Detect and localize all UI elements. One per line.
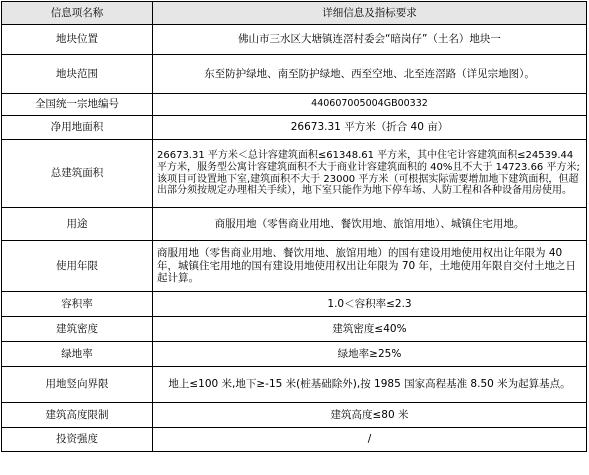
table-row	[2, 25, 587, 55]
table-row	[2, 241, 587, 292]
row-label: 净用地面积	[2, 116, 153, 140]
header-item-name: 信息项名称	[2, 2, 153, 25]
table-row	[2, 317, 587, 342]
row-label: 地块位置	[2, 25, 153, 55]
row-label: 投资强度	[2, 428, 153, 452]
row-label: 用地竖向界限	[2, 367, 153, 403]
row-label: 建筑高度限制	[2, 403, 153, 428]
row-value: 1.0＜容积率≤2.3	[153, 292, 587, 317]
table-row	[2, 342, 587, 367]
row-value: 商服用地（零售商业用地、餐饮用地、旅馆用地）、城镇住宅用地。	[153, 208, 587, 241]
table-row	[2, 403, 587, 428]
row-label: 容积率	[2, 292, 153, 317]
row-label: 总建筑面积	[2, 140, 153, 208]
row-label: 绿地率	[2, 342, 153, 367]
row-value: 建筑密度≤40%	[153, 317, 587, 342]
row-value: 绿地率≥25%	[153, 342, 587, 367]
row-value: 东至防护绿地、南至防护绿地、西至空地、北至连滘路（详见宗地图）。	[153, 55, 587, 94]
row-value: 地上≤100 米,地下≥-15 米(桩基础除外),按 1985 国家高程基准 8.50 米为起算基点。	[153, 367, 587, 403]
row-value: /	[153, 428, 587, 452]
row-value: 商服用地（零售商业用地、餐饮用地、旅馆用地）的国有建设用地使用权出让年限为 40 年，城镇住宅用地的国有建设用地使用权出让年限为 70 年，土地使用年限自交付土地之日起计算。	[153, 241, 587, 292]
table-row	[2, 140, 587, 208]
table-row	[2, 116, 587, 140]
row-label: 建筑密度	[2, 317, 153, 342]
table-row	[2, 94, 587, 116]
table-row	[2, 208, 587, 241]
row-value: 佛山市三水区大塘镇连滘村委会“暗岗仔”（土名）地块一	[153, 25, 587, 55]
row-label: 全国统一宗地编号	[2, 94, 153, 116]
row-value: 26673.31 平方米＜总计容建筑面积≤61348.61 平方米，其中住宅计容建筑面积≤24539.44 平方米，服务型公寓计容建筑面积不大于商业计容建筑面积的 40%且不大于 14723.66 平方米;该项目可设置地下室,建筑面积不大于 23000 平方米（可根据实际需要增加地下建筑面积，但超出部分须按规定办理相关手续），地下室只能作为地下停车场、人防工程和各种设备用房使用。	[153, 140, 587, 208]
header-detail: 详细信息及指标要求	[153, 2, 587, 25]
row-label: 地块范围	[2, 55, 153, 94]
table-row	[2, 292, 587, 317]
row-label: 用途	[2, 208, 153, 241]
row-value: 440607005004GB00332	[153, 94, 587, 116]
table-header-row	[2, 2, 587, 25]
table-row	[2, 55, 587, 94]
table-row	[2, 367, 587, 403]
table-row	[2, 428, 587, 452]
row-value: 建筑高度≤80 米	[153, 403, 587, 428]
land-parcel-info-table	[1, 1, 587, 452]
row-label: 使用年限	[2, 241, 153, 292]
row-value: 26673.31 平方米（折合 40 亩）	[153, 116, 587, 140]
